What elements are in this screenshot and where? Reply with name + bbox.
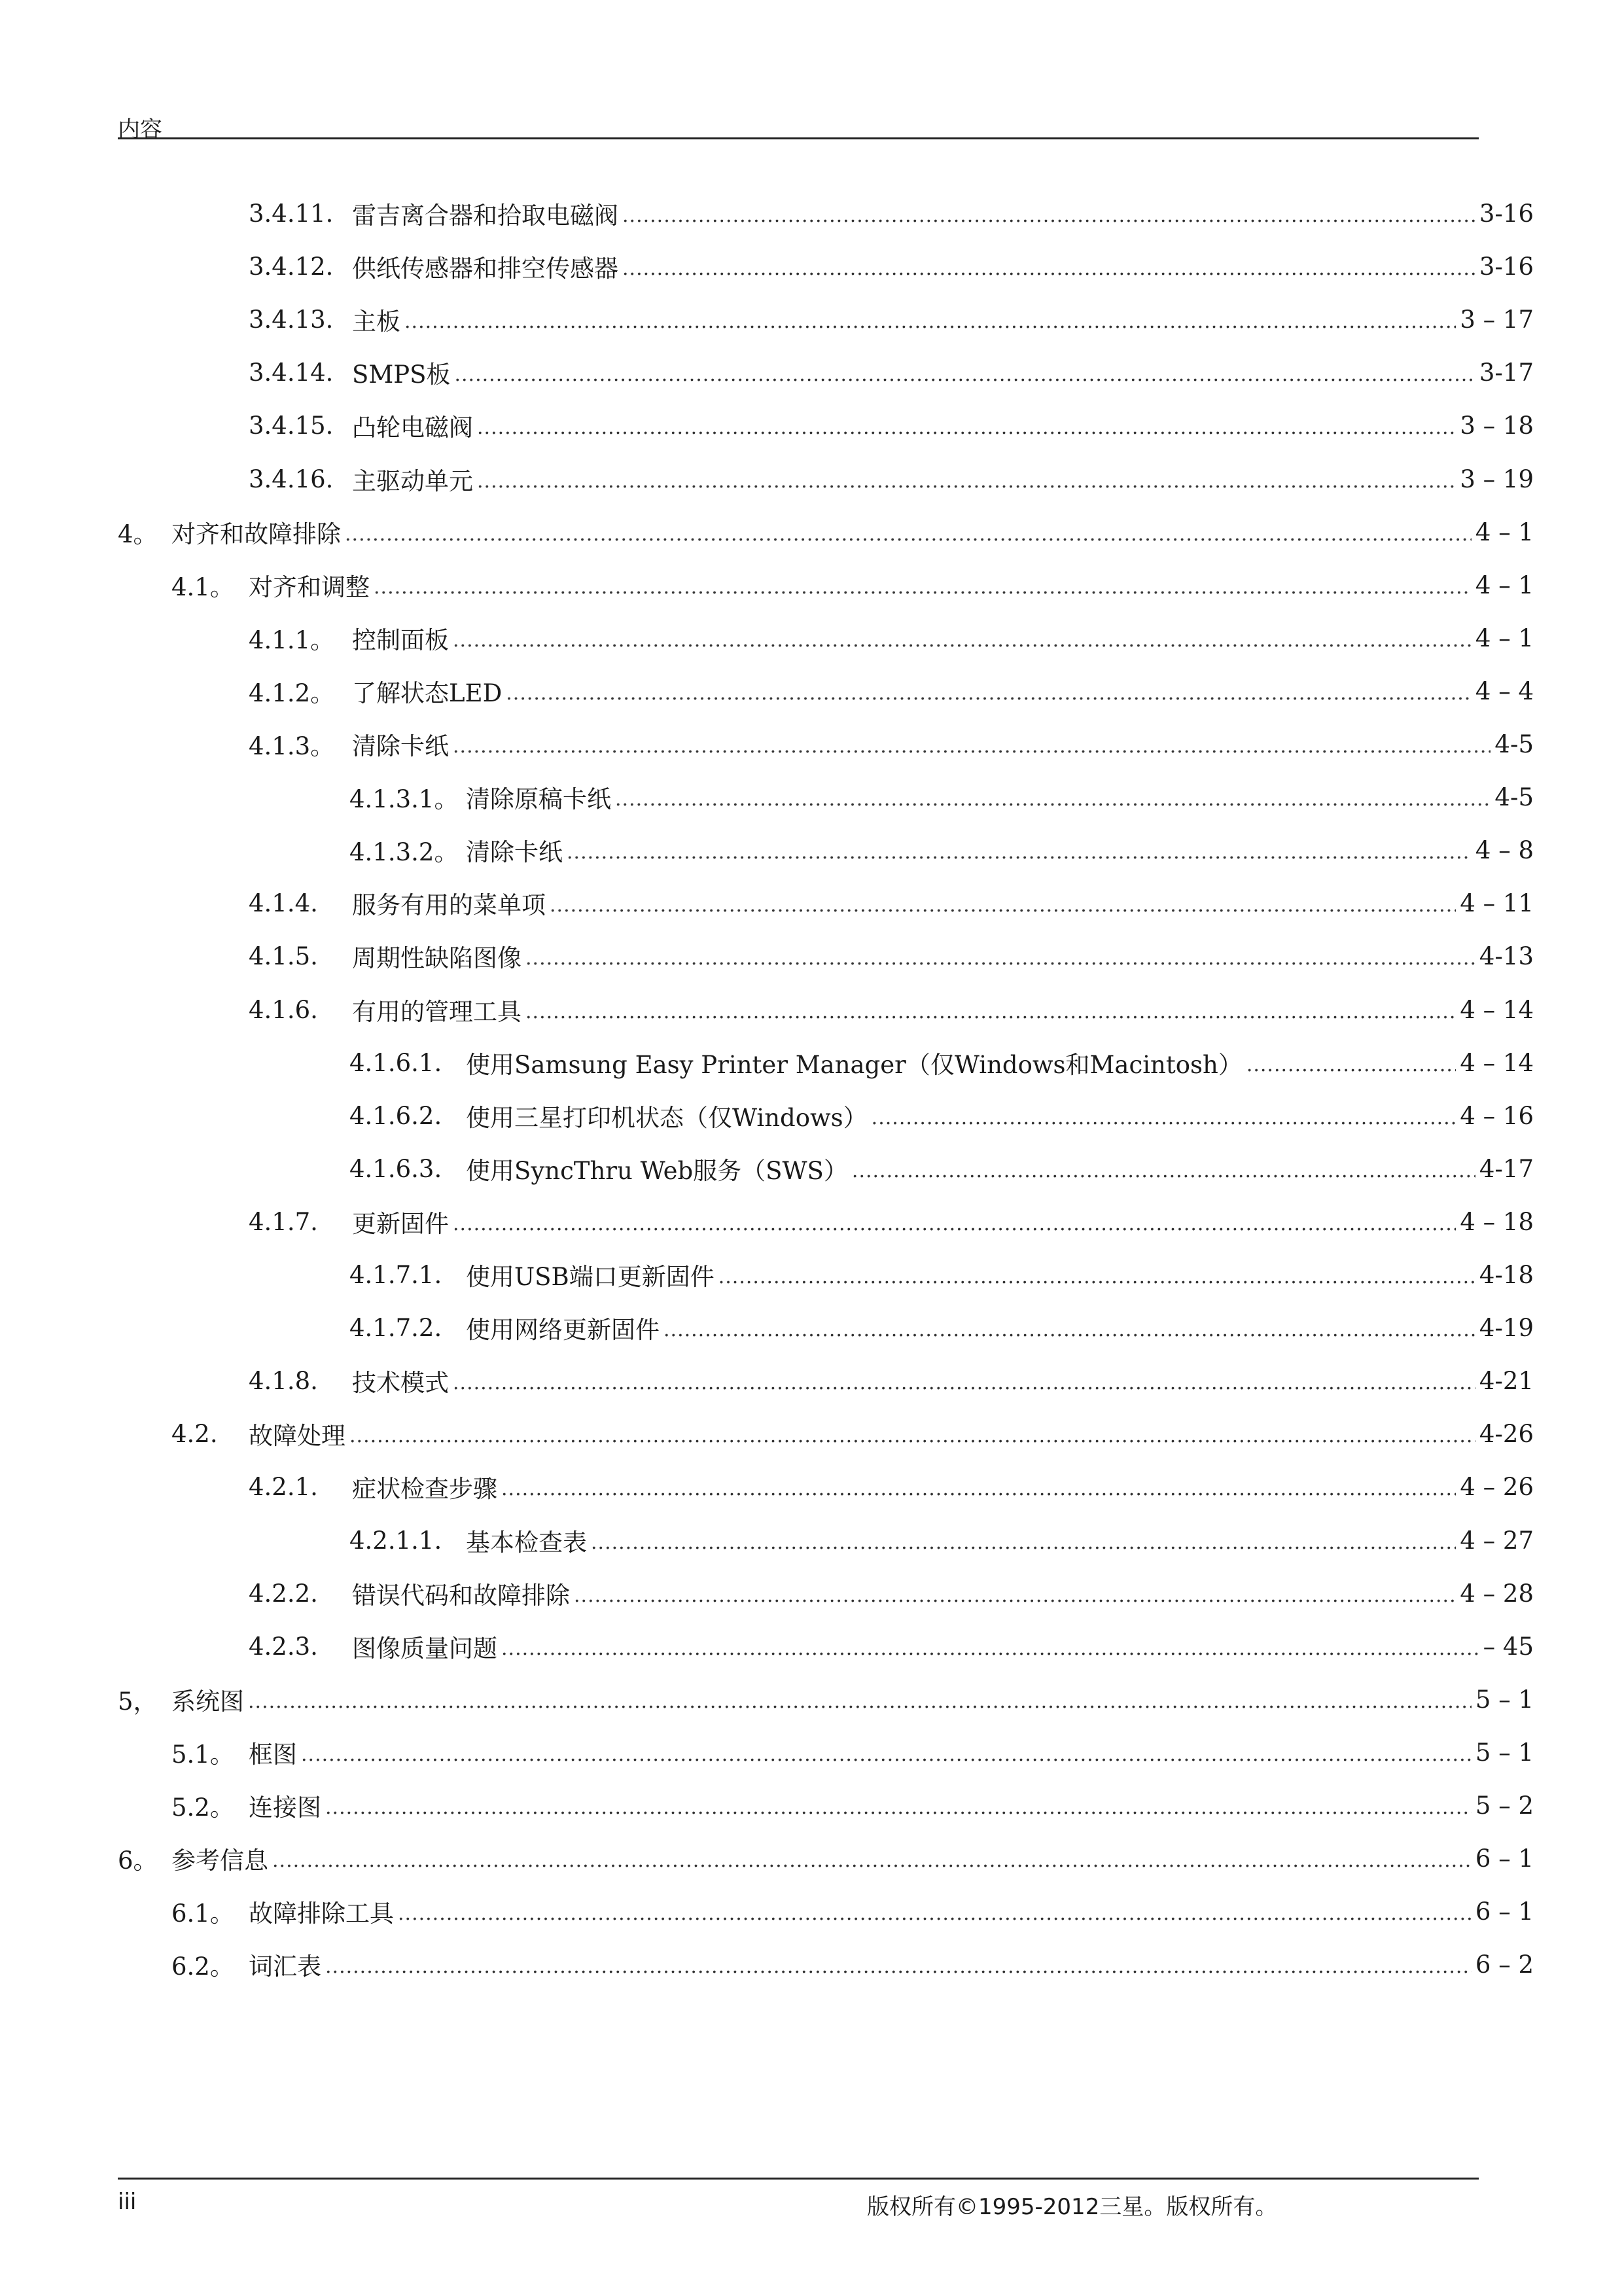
- toc-dot-leader: [453, 1212, 1456, 1235]
- toc-dot-leader: [453, 629, 1472, 652]
- toc-entry-page: 6 – 2: [1475, 1950, 1534, 1979]
- toc-entry-number: 4.1.4.: [249, 889, 318, 917]
- toc-entry-title: 清除卡纸: [466, 838, 563, 866]
- toc-entry-number: 5，: [118, 1687, 158, 1716]
- toc-entry-page: 4-13: [1479, 942, 1534, 970]
- toc-entry[interactable]: [249, 936, 1534, 976]
- toc-entry-title: 主板: [352, 308, 400, 336]
- toc-entry-number: 4.1.6.3.: [349, 1154, 442, 1183]
- toc-entry-title: SMPS板: [352, 361, 451, 389]
- toc-entry[interactable]: [171, 1414, 1534, 1453]
- toc-entry-title: 使用Samsung Easy Printer Manager（仅Windows和Macintosh）: [466, 1051, 1243, 1079]
- header-rule: [118, 137, 1479, 139]
- toc-entry-number: 4.2.1.: [249, 1472, 318, 1501]
- toc-entry[interactable]: [118, 512, 1534, 552]
- toc-entry-page: 4 – 14: [1460, 995, 1534, 1024]
- toc-entry-title: 雷吉离合器和拾取电磁阀: [352, 202, 618, 230]
- toc-entry-page: 4 – 1: [1475, 571, 1534, 599]
- toc-entry-title: 使用USB端口更新固件: [466, 1263, 715, 1291]
- toc-dot-leader: [454, 363, 1475, 386]
- toc-entry-title: 凸轮电磁阀: [352, 414, 473, 442]
- toc-entry-page: 4 – 18: [1460, 1207, 1534, 1236]
- toc-entry-title: 技术模式: [352, 1369, 449, 1397]
- toc-entry-page: 3 – 19: [1460, 465, 1534, 493]
- toc-entry-page: – 45: [1483, 1632, 1534, 1661]
- toc-entry[interactable]: [118, 1680, 1534, 1719]
- toc-entry-number: 4.1.8.: [249, 1366, 318, 1395]
- toc-entry[interactable]: [171, 1892, 1534, 1931]
- toc-entry-title: 有用的管理工具: [352, 998, 521, 1026]
- toc-dot-leader: [325, 1955, 1472, 1978]
- toc-entry-title: 清除原稿卡纸: [466, 785, 611, 813]
- toc-entry[interactable]: [249, 353, 1534, 392]
- toc-dot-leader: [349, 1424, 1475, 1447]
- toc-entry-number: 4.2.: [171, 1419, 218, 1448]
- toc-dot-leader: [325, 1796, 1472, 1819]
- toc-entry-number: 4.1.6.: [249, 995, 318, 1024]
- toc-entry-title: 错误代码和故障排除: [352, 1581, 570, 1610]
- toc-entry-page: 4 – 8: [1475, 836, 1534, 864]
- page-header-title: 内容: [118, 116, 162, 143]
- toc-dot-leader: [718, 1265, 1475, 1288]
- toc-entry-page: 6 – 1: [1475, 1844, 1534, 1873]
- toc-entry[interactable]: [249, 1574, 1534, 1613]
- toc-entry[interactable]: [249, 194, 1534, 233]
- toc-dot-leader: [525, 947, 1475, 970]
- toc-dot-leader: [477, 416, 1456, 439]
- toc-entry-page: 3-16: [1479, 199, 1534, 228]
- toc-entry-number: 4.2.2.: [249, 1579, 318, 1608]
- toc-entry-number: 3.4.11.: [249, 199, 334, 228]
- toc-entry[interactable]: [349, 1308, 1534, 1347]
- toc-dot-leader: [501, 1477, 1456, 1500]
- toc-entry-number: 3.4.16.: [249, 465, 334, 493]
- toc-dot-leader: [525, 1000, 1456, 1023]
- toc-entry-number: 3.4.12.: [249, 252, 334, 281]
- toc-entry-number: 4.1.7.2.: [349, 1313, 442, 1342]
- toc-entry-page: 4 – 28: [1460, 1579, 1534, 1608]
- toc-entry[interactable]: [249, 724, 1534, 764]
- toc-dot-leader: [453, 1371, 1475, 1394]
- toc-entry-page: 3 – 17: [1460, 305, 1534, 334]
- toc-dot-leader: [550, 894, 1456, 917]
- toc-entry-number: 4.1.6.1.: [349, 1048, 442, 1077]
- toc-entry-title: 系统图: [171, 1687, 244, 1716]
- toc-entry-page: 4-19: [1479, 1313, 1534, 1342]
- toc-entry[interactable]: [249, 883, 1534, 923]
- toc-dot-leader: [1246, 1053, 1456, 1076]
- toc-entry[interactable]: [349, 777, 1534, 817]
- toc-dot-leader: [272, 1849, 1472, 1872]
- toc-entry-number: 4.1.1。: [249, 626, 335, 654]
- toc-entry-number: 6。: [118, 1846, 158, 1875]
- toc-entry-number: 4.1.7.: [249, 1207, 318, 1236]
- toc-entry-page: 4 – 14: [1460, 1048, 1534, 1077]
- toc-entry-page: 4 – 27: [1460, 1526, 1534, 1555]
- toc-entry-title: 词汇表: [249, 1952, 321, 1981]
- toc-dot-leader: [345, 523, 1472, 546]
- toc-entry-title: 故障排除工具: [249, 1899, 394, 1928]
- toc-entry[interactable]: [249, 1467, 1534, 1506]
- toc-entry-number: 4.1.6.2.: [349, 1101, 442, 1130]
- toc-entry[interactable]: [349, 1096, 1534, 1135]
- toc-dot-leader: [622, 204, 1475, 227]
- toc-entry[interactable]: [349, 1149, 1534, 1188]
- toc-dot-leader: [591, 1531, 1456, 1554]
- toc-entry[interactable]: [349, 1521, 1534, 1560]
- toc-dot-leader: [615, 788, 1491, 811]
- toc-entry-title: 清除卡纸: [352, 732, 449, 760]
- toc-entry-number: 4.1.3。: [249, 732, 335, 760]
- toc-entry-number: 3.4.14.: [249, 358, 334, 387]
- toc-entry-title: 了解状态LED: [352, 679, 503, 707]
- toc-entry-title: 症状检查步骤: [352, 1475, 497, 1503]
- toc-entry-title: 对齐和调整: [249, 573, 370, 601]
- toc-entry[interactable]: [249, 247, 1534, 286]
- toc-entry-number: 4.2.3.: [249, 1632, 318, 1661]
- toc-entry-title: 故障处理: [249, 1422, 345, 1450]
- toc-entry-title: 服务有用的菜单项: [352, 891, 546, 919]
- toc-entry-title: 使用网络更新固件: [466, 1316, 660, 1344]
- toc-dot-leader: [506, 682, 1472, 705]
- toc-entry-page: 4 – 26: [1460, 1472, 1534, 1501]
- toc-entry-title: 供纸传感器和排空传感器: [352, 255, 618, 283]
- toc-entry[interactable]: [249, 1361, 1534, 1400]
- toc-entry[interactable]: [249, 671, 1534, 711]
- toc-entry-page: 3-16: [1479, 252, 1534, 281]
- toc-entry-page: 6 – 1: [1475, 1897, 1534, 1926]
- toc-entry[interactable]: [171, 1945, 1534, 1984]
- toc-entry-number: 4.2.1.1.: [349, 1526, 442, 1555]
- toc-entry-page: 3 – 18: [1460, 411, 1534, 440]
- toc-entry-page: 4-26: [1479, 1419, 1534, 1448]
- toc-entry-title: 使用SyncThru Web服务（SWS）: [466, 1157, 848, 1185]
- toc-entry-title: 周期性缺陷图像: [352, 944, 521, 972]
- toc-entry[interactable]: [349, 1255, 1534, 1294]
- toc-dot-leader: [501, 1637, 1479, 1660]
- toc-entry-number: 4.1.2。: [249, 679, 335, 707]
- toc-dot-leader: [567, 841, 1472, 864]
- toc-entry-page: 4-5: [1494, 730, 1534, 758]
- toc-entry-page: 5 – 1: [1475, 1738, 1534, 1767]
- toc-entry[interactable]: [249, 1202, 1534, 1241]
- toc-entry-title: 更新固件: [352, 1210, 449, 1238]
- toc-entry-number: 5.1。: [171, 1740, 234, 1769]
- toc-dot-leader: [248, 1690, 1472, 1713]
- toc-entry-page: 4-18: [1479, 1260, 1534, 1289]
- toc-entry-number: 4.1.7.1.: [349, 1260, 442, 1289]
- toc-entry[interactable]: [249, 1627, 1534, 1666]
- toc-entry-number: 4.1.3.1。: [349, 785, 459, 813]
- toc-entry-title: 控制面板: [352, 626, 449, 654]
- toc-dot-leader: [872, 1106, 1456, 1129]
- toc-entry[interactable]: [171, 1733, 1534, 1772]
- toc-entry-title: 基本检查表: [466, 1528, 587, 1557]
- toc-entry-title: 主驱动单元: [352, 467, 473, 495]
- footer-page-number: iii: [118, 2189, 137, 2215]
- toc-entry[interactable]: [349, 830, 1534, 870]
- toc-entry[interactable]: [249, 618, 1534, 658]
- toc-entry-title: 使用三星打印机状态（仅Windows）: [466, 1104, 868, 1132]
- toc-dot-leader: [374, 576, 1472, 599]
- toc-entry[interactable]: [171, 565, 1534, 605]
- toc-entry-number: 4。: [118, 520, 158, 548]
- toc-entry[interactable]: [171, 1786, 1534, 1825]
- toc-entry[interactable]: [249, 459, 1534, 499]
- toc-dot-leader: [574, 1584, 1456, 1607]
- toc-entry-page: 4-5: [1494, 783, 1534, 811]
- toc-entry-number: 4.1.3.2。: [349, 838, 459, 866]
- toc-dot-leader: [622, 257, 1475, 280]
- footer-rule: [118, 2178, 1479, 2180]
- toc-dot-leader: [301, 1743, 1472, 1766]
- toc-entry-page: 4-17: [1479, 1154, 1534, 1183]
- toc-entry[interactable]: [349, 1043, 1534, 1082]
- toc-entry-page: 4 – 4: [1475, 677, 1534, 705]
- toc-entry-number: 4.1。: [171, 573, 234, 601]
- toc-entry-page: 3-17: [1479, 358, 1534, 387]
- toc-dot-leader: [404, 310, 1456, 333]
- toc-entry-number: 3.4.15.: [249, 411, 334, 440]
- toc-entry-page: 4 – 11: [1460, 889, 1534, 917]
- toc-entry-page: 5 – 1: [1475, 1685, 1534, 1714]
- toc-entry-page: 4-21: [1479, 1366, 1534, 1395]
- toc-entry-number: 4.1.5.: [249, 942, 318, 970]
- toc-entry-number: 5.2。: [171, 1793, 234, 1822]
- toc-entry-title: 连接图: [249, 1793, 321, 1822]
- toc-entry-number: 6.1。: [171, 1899, 234, 1928]
- toc-entry-page: 4 – 1: [1475, 624, 1534, 652]
- toc-entry-page: 4 – 1: [1475, 518, 1534, 546]
- toc-entry-title: 参考信息: [171, 1846, 268, 1875]
- toc-entry-title: 图像质量问题: [352, 1634, 497, 1663]
- toc-entry-title: 对齐和故障排除: [171, 520, 341, 548]
- toc-entry-number: 6.2。: [171, 1952, 234, 1981]
- toc-dot-leader: [453, 735, 1491, 758]
- toc-dot-leader: [663, 1318, 1475, 1341]
- toc-entry-title: 框图: [249, 1740, 297, 1769]
- toc-entry-page: 5 – 2: [1475, 1791, 1534, 1820]
- toc-entry-page: 4 – 16: [1460, 1101, 1534, 1130]
- toc-dot-leader: [398, 1902, 1472, 1925]
- toc-entry[interactable]: [249, 990, 1534, 1029]
- toc-entry[interactable]: [118, 1839, 1534, 1878]
- toc-dot-leader: [477, 470, 1456, 493]
- toc-entry-number: 3.4.13.: [249, 305, 334, 334]
- toc-entry[interactable]: [249, 300, 1534, 339]
- footer-copyright: 版权所有©1995-2012三星。版权所有。: [867, 2194, 1278, 2220]
- toc-entry[interactable]: [249, 406, 1534, 445]
- toc-dot-leader: [852, 1159, 1475, 1182]
